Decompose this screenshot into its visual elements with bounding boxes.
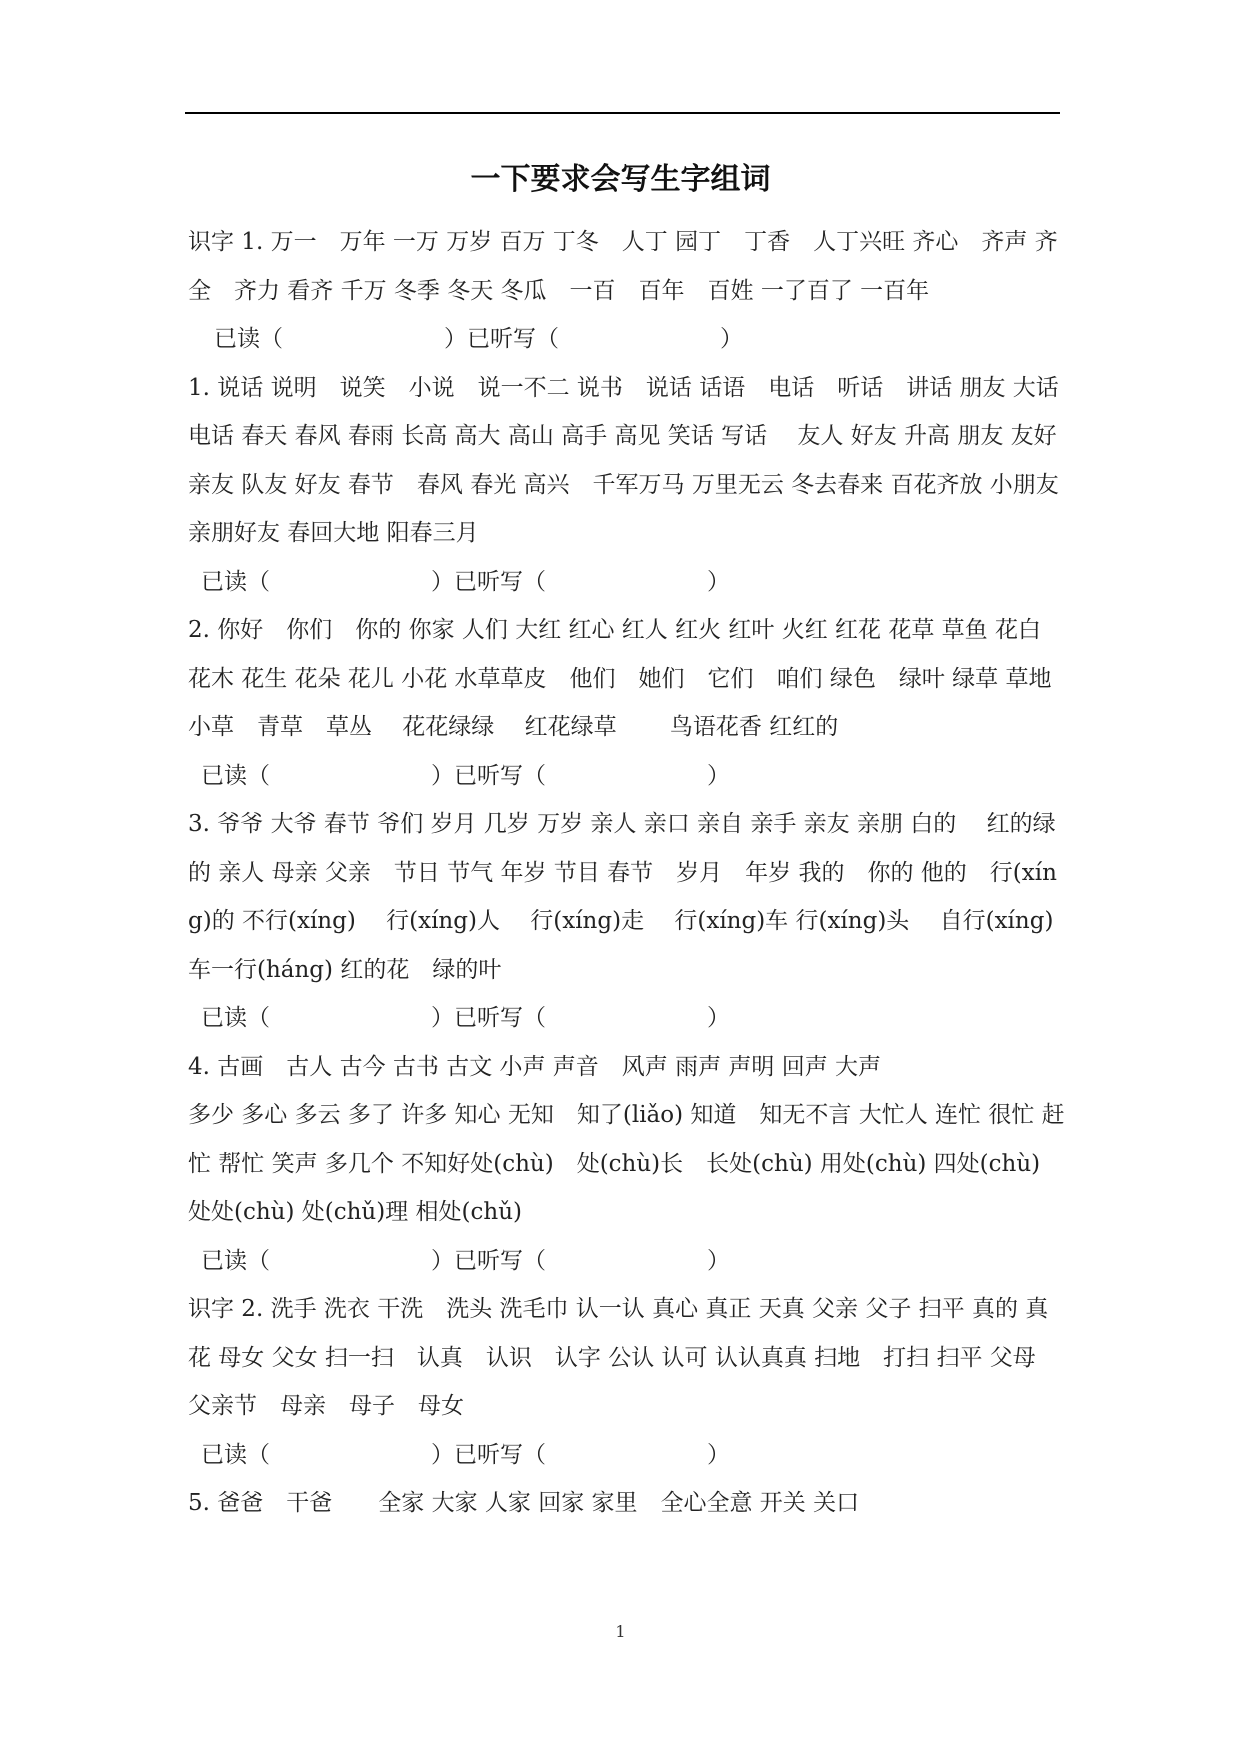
section-3-text: 2. 你好 你们 你的 你家 人们 大红 红心 红人 红火 红叶 火红 红花 花草 草鱼 花白 花木 花生 花朵 花儿 小花 水草草皮 他们 她们 它们 咱们 绿色 绿叶 绿草 草地 小草 青草 草丛 花花绿绿 红花绿草 鸟语花香 红红的	[188, 617, 1075, 740]
section-6-text: 识字 2. 洗手 洗衣 干洗 洗头 洗毛巾 认一认 真心 真正 天真 父亲 父子 扫平 真的 真花 母女 父女 扫一扫 认真 认识 认字 公认 认可 认认真真 扫地 打扫 扫平 父母 父亲节 母亲 母子 母女	[188, 1296, 1059, 1419]
page-title: 一下要求会写生字组词	[470, 162, 771, 197]
section-5-text: 4. 古画 古人 古今 古书 古文 小声 声音 风声 雨声 声明 回声 大声 多少 多心 多云 多了 许多 知心 无知 知了(liǎo) 知道 知无不言 大忙人 连忙 很忙 赶忙 帮忙 笑声 多几个 不知好处(chù) 处(chù)长 长处(chù) 用处(chù) 四处(chù) 处处(chù) 处(chǔ)理 相处(chǔ)	[188, 1053, 1065, 1225]
header-rule	[185, 112, 1060, 114]
section-7-text: 5. 爸爸 干爸 全家 大家 人家 回家 家里 全心全意 开关 关口	[188, 1490, 860, 1516]
section-1-text: 识字 1. 万一 万年 一万 万岁 百万 丁冬 人丁 园丁 丁香 人丁兴旺 齐心 齐声 齐全 齐力 看齐 千万 冬季 冬天 冬瓜 一百 百年 百姓 一了百了 一百年	[188, 229, 1058, 304]
section-4-read-line: 已读（ ）已听写（ ）	[201, 1005, 730, 1031]
section-2-text: 1. 说话 说明 说笑 小说 说一不二 说书 说话 话语 电话 听话 讲话 朋友 大话 电话 春天 春风 春雨 长高 高大 高山 高手 高见 笑话 写话 友人 好友 升高 朋友 友好 亲友 队友 好友 春节 春风 春光 高兴 千军万马 万里无云 冬去春来 百花齐放 小朋友 亲朋好友 春回大地 阳春三月	[188, 374, 1082, 546]
section-1-read-line: 已读（ ）已听写（ ）	[214, 326, 743, 352]
section-6-read-line: 已读（ ）已听写（ ）	[201, 1441, 730, 1468]
section-3-read-line: 已读（ ）已听写（ ）	[201, 762, 730, 789]
section-5-read-line: 已读（ ）已听写（ ）	[201, 1247, 730, 1274]
content-body	[188, 218, 1082, 1528]
page-number: 1	[615, 1622, 626, 1641]
section-2-read-line: 已读（ ）已听写（ ）	[201, 568, 730, 595]
section-4-text: 3. 爷爷 大爷 春节 爷们 岁月 几岁 万岁 亲人 亲口 亲自 亲手 亲友 亲朋 白的 红的绿的 亲人 母亲 父亲 节日 节气 年岁 节目 春节 岁月 年岁 我的 你的 他的 行(xíng)的 不行(xíng) 行(xíng)人 行(xíng)走 行(xíng)车 行(xíng)头 自行(xíng)车一行(háng) 红的花 绿的叶	[188, 811, 1057, 983]
